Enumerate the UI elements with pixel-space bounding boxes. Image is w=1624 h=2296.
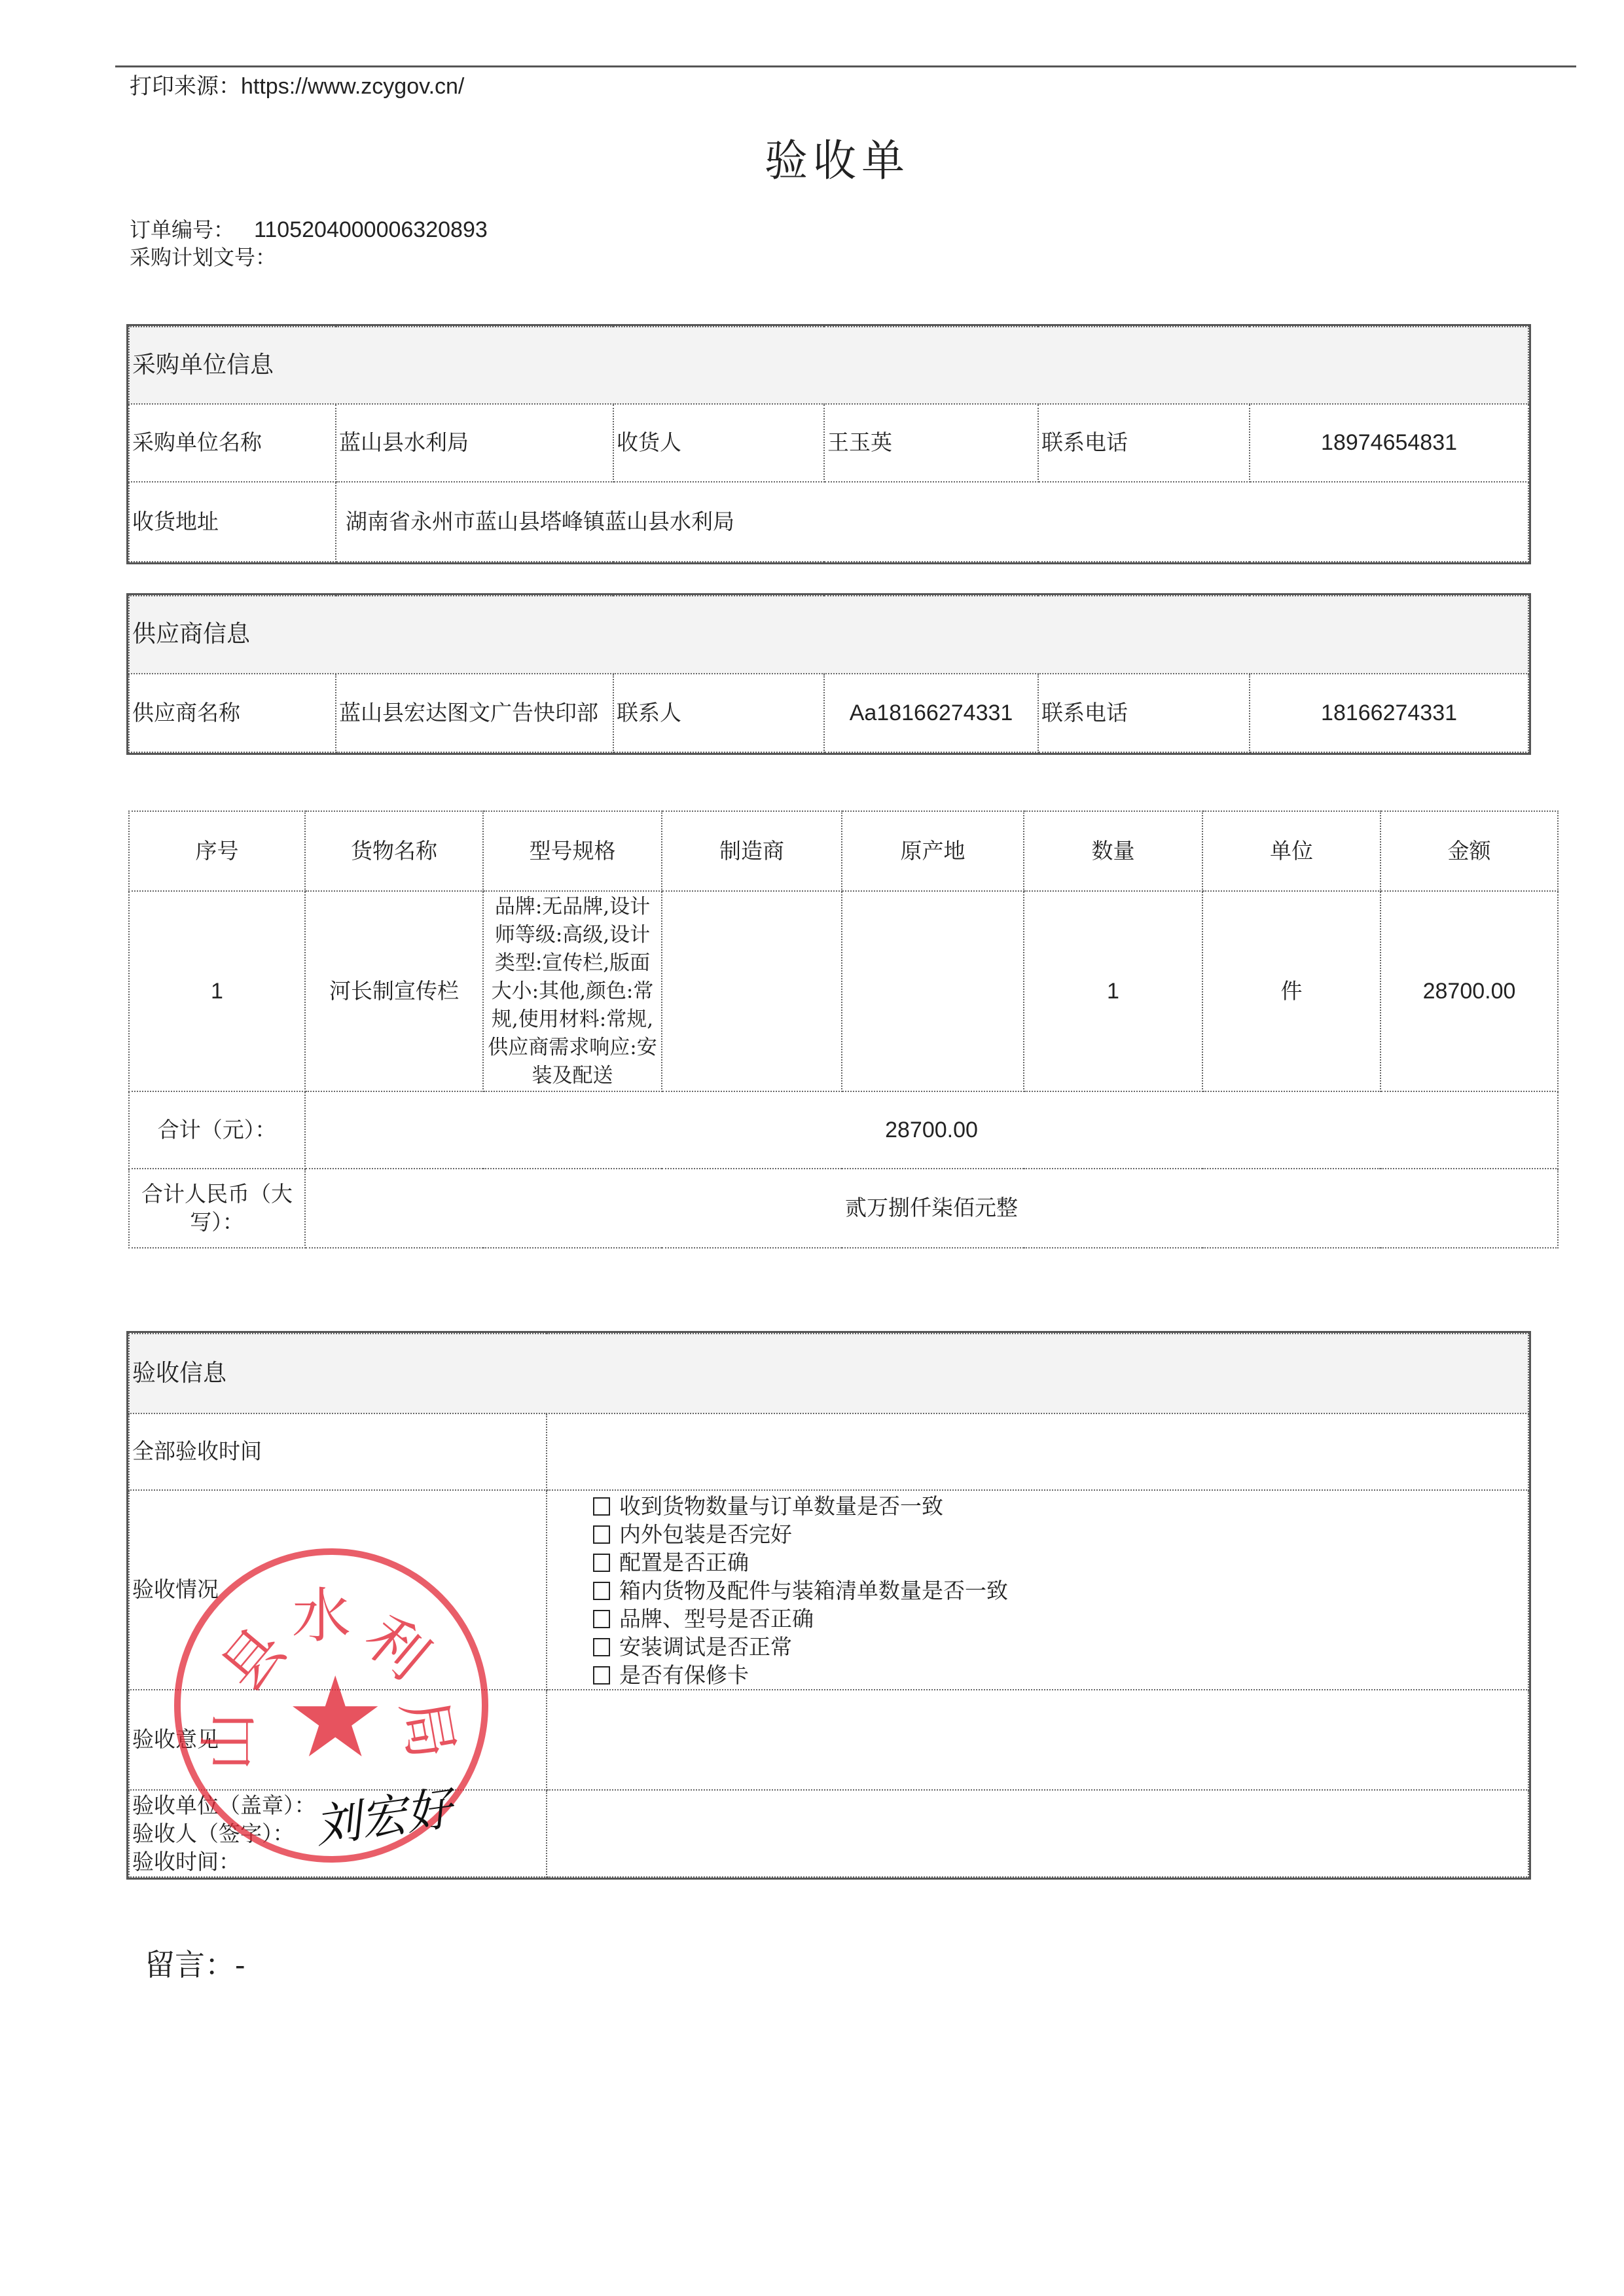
checklist-item-label: 收到货物数量与订单数量是否一致 [619,1493,943,1519]
acceptance-section-title: 验收信息 [129,1334,1528,1413]
col-header: 货物名称 [305,811,483,891]
checklist-item[interactable] [593,1633,1525,1661]
col-header: 数量 [1024,811,1202,891]
acceptance-status-label: 验收情况 [129,1490,547,1690]
plan-number [130,241,296,271]
supplier-name: 蓝山县宏达图文广告快印部 [336,674,613,752]
checklist-item[interactable] [593,1605,1525,1633]
checkbox[interactable] [593,1525,610,1544]
buyer-phone-label: 联系电话 [1038,404,1250,482]
acceptance-time-label: 全部验收时间 [129,1413,547,1490]
buyer-info-table [128,326,1529,562]
receiver-label: 收货人 [613,404,824,482]
checklist-item-label: 品牌、型号是否正确 [619,1606,814,1631]
col-header: 制造商 [662,811,842,891]
checklist-item-label: 内外包装是否完好 [619,1522,792,1547]
checklist-item[interactable] [593,1576,1525,1605]
message-value: - [235,1947,245,1982]
print-source-url: https://www.zcygov.cn/ [241,74,465,99]
goods-header-row [129,811,1558,891]
total-value: 28700.00 [305,1091,1558,1169]
total-label: 合计（元）： [129,1091,305,1169]
order-number-value: 1105204000006320893 [254,217,488,242]
acceptance-opinion-label: 验收意见 [129,1690,547,1790]
total-cn-label: 合计人民币（大写）： [129,1169,305,1248]
contact-label: 联系人 [613,674,824,752]
order-number-label: 订单编号： [130,217,235,242]
cell-spec: 品牌:无品牌,设计师等级:高级,设计类型:宣传栏,版面大小:其他,颜色:常规,使用材料:常规,供应商需求响应:安装及配送 [483,891,662,1091]
receiver: 王玉英 [824,404,1038,482]
star-icon: ★ [285,1653,386,1783]
buyer-name-label: 采购单位名称 [129,404,336,482]
acceptance-opinion-value [547,1690,1528,1790]
cell-manufacturer [662,891,842,1091]
plan-number-label: 采购计划文号： [130,245,277,270]
acceptance-sign-value [547,1790,1528,1877]
buyer-phone: 18974654831 [1250,404,1528,482]
order-number [130,213,488,244]
checklist-item-label: 安装调试是否正常 [619,1634,792,1660]
cell-amount: 28700.00 [1380,891,1558,1091]
checkbox[interactable] [593,1582,610,1600]
checkbox[interactable] [593,1666,610,1685]
supplier-name-label: 供应商名称 [129,674,336,752]
supplier-section-title: 供应商信息 [129,596,1528,674]
address: 湖南省永州市蓝山县塔峰镇蓝山县水利局 [336,482,1528,562]
print-source-label: 打印来源： [130,73,241,100]
cell-unit: 件 [1202,891,1380,1091]
total-cn-value: 贰万捌仟柒佰元整 [305,1169,1558,1248]
message [145,1941,245,1984]
supplier-phone-label: 联系电话 [1038,674,1250,752]
checkbox[interactable] [593,1497,610,1516]
col-header: 原产地 [842,811,1024,891]
table-row [129,891,1558,1091]
cell-index: 1 [129,891,305,1091]
seal-char: 山 [194,1712,263,1771]
address-label: 收货地址 [129,482,336,562]
supplier-info-table [128,595,1529,753]
col-header: 型号规格 [483,811,662,891]
col-header: 金额 [1380,811,1558,891]
cell-goods-name: 河长制宣传栏 [305,891,483,1091]
signature: 刘宏好 [312,1781,456,1854]
contact: Aa18166274331 [824,674,1038,752]
col-header: 序号 [129,811,305,891]
checkbox[interactable] [593,1610,610,1628]
date-label: 验收时间： [132,1849,240,1874]
col-header: 单位 [1202,811,1380,891]
checkbox[interactable] [593,1554,610,1572]
checklist-item-label: 箱内货物及配件与装箱清单数量是否一致 [619,1578,1008,1603]
page-title: 验收单 [765,136,910,186]
message-label: 留言： [145,1947,235,1982]
seal-char: 利 [352,1602,441,1693]
cell-origin [842,891,1024,1091]
acceptance-time-value [547,1413,1528,1490]
seal-char: 水 [292,1582,351,1650]
checklist-item[interactable] [593,1520,1525,1548]
supplier-phone: 18166274331 [1250,674,1528,752]
checklist-item[interactable] [593,1661,1525,1689]
print-source [130,68,464,100]
unit-label: 验收单位（盖章）： [132,1793,316,1818]
cell-quantity: 1 [1024,891,1202,1091]
acceptance-checklist [547,1490,1528,1690]
person-label: 验收人（签字）： [132,1821,295,1846]
buyer-name: 蓝山县水利局 [336,404,613,482]
goods-table [128,811,1559,1248]
checklist-item-label: 配置是否正确 [619,1550,749,1575]
checklist-item[interactable] [593,1548,1525,1576]
checkbox[interactable] [593,1638,610,1656]
checklist-item[interactable] [593,1492,1525,1520]
seal-char: 局 [388,1694,467,1764]
top-rule [115,65,1576,67]
buyer-section-title: 采购单位信息 [129,327,1528,404]
checklist-item-label: 是否有保修卡 [619,1662,749,1688]
seal-char: 县 [208,1615,299,1705]
